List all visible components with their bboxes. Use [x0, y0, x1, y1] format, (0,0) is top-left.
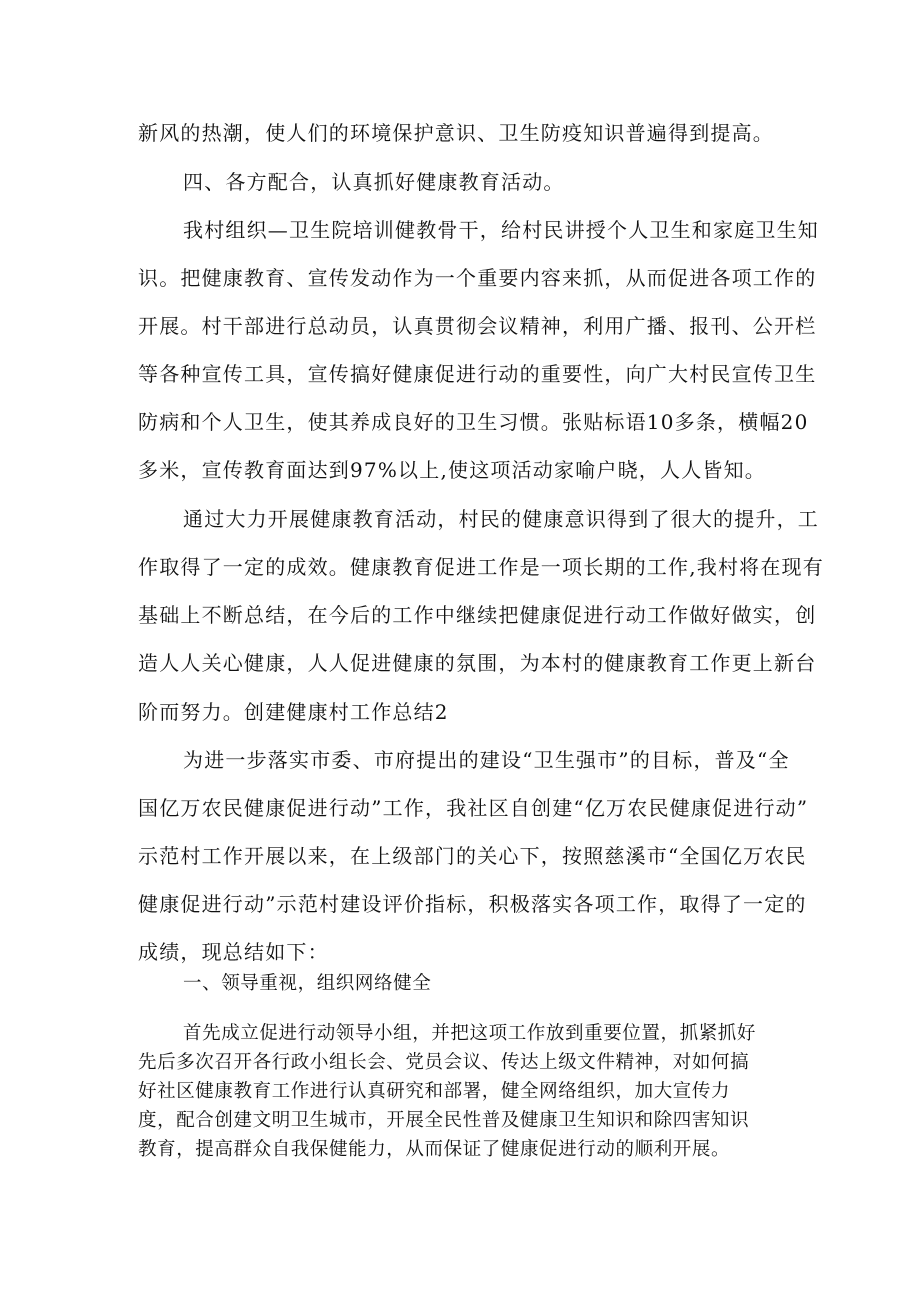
section-heading: 四、各方配合，认真抓好健康教育活动。	[183, 170, 565, 194]
text-line: 等各种宣传工具，宣传搞好健康促进行动的重要性，向广大村民宣传卫生	[138, 362, 817, 386]
text-line: 成绩，现总结如下：	[138, 940, 329, 964]
text-line: 识。把健康教育、宣传发动作为一个重要内容来抓，从而促进各项工作的	[138, 266, 817, 290]
text-line: 多米，宣传教育面达到97%以上,使这项活动家喻户晓，人人皆知。	[138, 458, 767, 482]
text-line: 首先成立促进行动领导小组，并把这项工作放到重要位置，抓紧抓好	[183, 1023, 757, 1044]
text-line: 新风的热潮，使人们的环境保护意识、卫生防疫知识普遍得到提高。	[138, 121, 774, 145]
text-line: 教育，提高群众自我保健能力，从而保证了健康促进行动的顺利开展。	[138, 1139, 731, 1160]
text-line: 健康促进行动”示范村建设评价指标，积极落实各项工作，取得了一定的	[138, 892, 807, 916]
text-line: 国亿万农民健康促进行动”工作，我社区自创建“亿万农民健康促进行动”	[138, 796, 809, 820]
text-line: 防病和个人卫生，使其养成良好的卫生习惯。张贴标语10多条，横幅20	[138, 410, 809, 434]
text-line: 作取得了一定的成效。健康教育促进工作是一项长期的工作,我村将在现有	[138, 555, 824, 579]
text-line: 造人人关心健康，人人促进健康的氛围，为本村的健康教育工作更上新台	[138, 651, 817, 675]
text-line: 为进一步落实市委、市府提出的建设“卫生强市”的目标，普及“全	[183, 748, 790, 772]
text-line: 通过大力开展健康教育活动，村民的健康意识得到了很大的提升，工	[183, 507, 819, 531]
text-line: 示范村工作开展以来，在上级部门的关心下，按照慈溪市“全国亿万农民	[138, 844, 807, 868]
text-line: 度，配合创建文明卫生城市，开展全民性普及健康卫生知识和除四害知识	[138, 1110, 750, 1131]
text-line: 我村组织—卫生院培训健教骨干，给村民讲授个人卫生和家庭卫生知	[183, 218, 819, 242]
text-line: 开展。村干部进行总动员，认真贯彻会议精神，利用广播、报刊、公开栏	[138, 314, 817, 338]
text-line: 先后多次召开各行政小组长会、党员会议、传达上级文件精神，对如何搞	[138, 1052, 750, 1073]
text-line: 基础上不断总结，在今后的工作中继续把健康促进行动工作做好做实，创	[138, 603, 817, 627]
text-line: 阶而努力。创建健康村工作总结2	[138, 700, 449, 724]
section-heading: 一、领导重视，组织网络健全	[183, 973, 432, 994]
text-line: 好社区健康教育工作进行认真研究和部署，健全网络组织，加大宣传力	[138, 1081, 731, 1102]
